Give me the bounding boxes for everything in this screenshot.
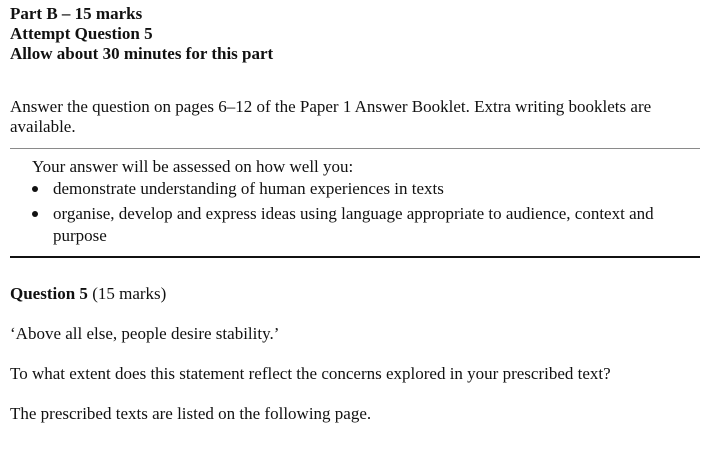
attempt-line: Attempt Question 5 [10,24,153,43]
assessment-bullet-list [32,178,700,247]
question-quote: ‘Above all else, people desire stability.’ [10,324,280,343]
assessment-bullet [32,178,700,200]
question-heading [10,284,700,304]
assessment-intro: Your answer will be assessed on how well you: [32,157,354,176]
question-prompt: To what extent does this statement reflect the concerns explored in your prescribed text? [10,364,611,383]
bullet-dot-icon [32,211,38,217]
assessment-criteria-box [10,148,700,258]
question-number: Question 5 [10,284,88,303]
question-marks: (15 marks) [92,284,167,303]
exam-page [10,4,700,424]
assessment-bullet-text: organise, develop and express ideas using language appropriate to audience, context and purpose [53,204,654,245]
prescribed-texts-note: The prescribed texts are listed on the following page. [10,404,372,423]
part-title: Part B – 15 marks [10,4,143,23]
section-header [10,4,700,64]
assessment-bullet [32,203,700,247]
bullet-dot-icon [32,186,38,192]
answer-instructions: Answer the question on pages 6–12 of the Paper 1 Answer Booklet. Extra writing booklets are available. [10,97,652,136]
assessment-bullet-text: demonstrate understanding of human experiences in texts [53,179,444,198]
time-allowance: Allow about 30 minutes for this part [10,44,274,63]
